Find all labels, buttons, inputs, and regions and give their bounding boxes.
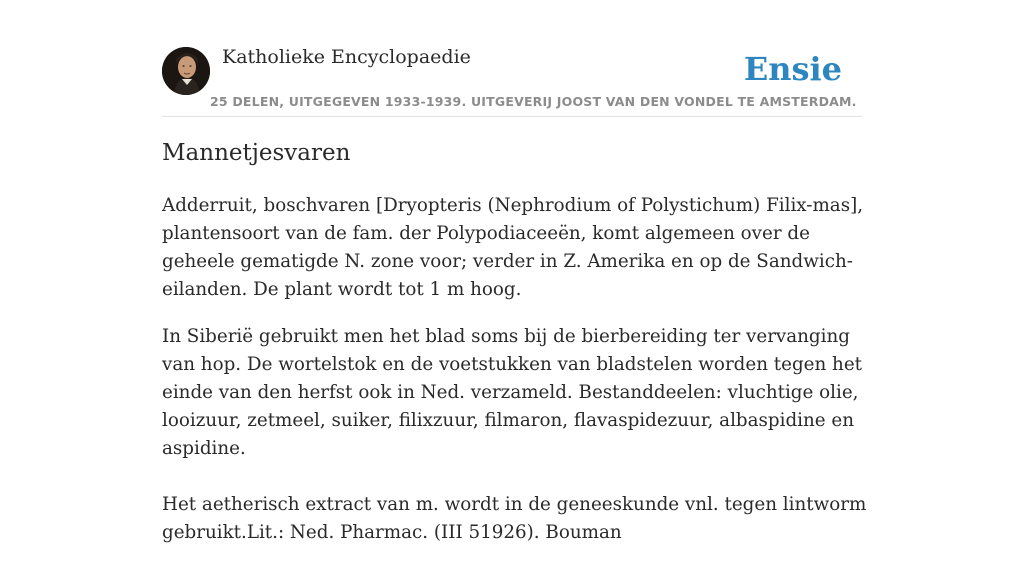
article-paragraph: Het aetherisch extract van m. wordt in de geneeskunde vnl. tegen lintworm gebruikt.Lit.: Ned. Pharmac. (III 51926). Bouman <box>162 494 867 543</box>
book-subtitle: 25 DELEN, UITGEGEVEN 1933-1939. UITGEVERIJ JOOST VAN DEN VONDEL TE AMSTERDAM. <box>210 94 857 109</box>
ensie-logo[interactable]: Ensie <box>743 50 842 88</box>
article-body <box>162 192 872 566</box>
book-avatar[interactable] <box>162 47 210 95</box>
article-paragraph: In Siberië gebruikt men het blad soms bij de bierbereiding ter vervanging van hop. De wortelstok en de voetstukken van bladstelen worden tegen het einde van den herfst ook in Ned. verzameld. Bestanddeelen: vluchtige olie, looizuur, zetmeel, suiker, filixzuur, filmaron, flavaspidezuur, albaspidine en aspidine. <box>162 326 862 459</box>
article-paragraph: Adderruit, boschvaren [Dryopteris (Nephrodium of Polystichum) Filix-mas], plantensoort van de fam. der Polypodiaceeën, komt algemeen over de geheele gematigde N. zone voor; verder in Z. Amerika en op de Sandwich-eilanden. De plant wordt tot 1 m hoog. <box>162 195 864 300</box>
book-title[interactable]: Katholieke Encyclopaedie <box>222 46 471 68</box>
article-title: Mannetjesvaren <box>162 140 351 166</box>
site-header <box>162 44 862 117</box>
portrait-image <box>162 47 210 95</box>
